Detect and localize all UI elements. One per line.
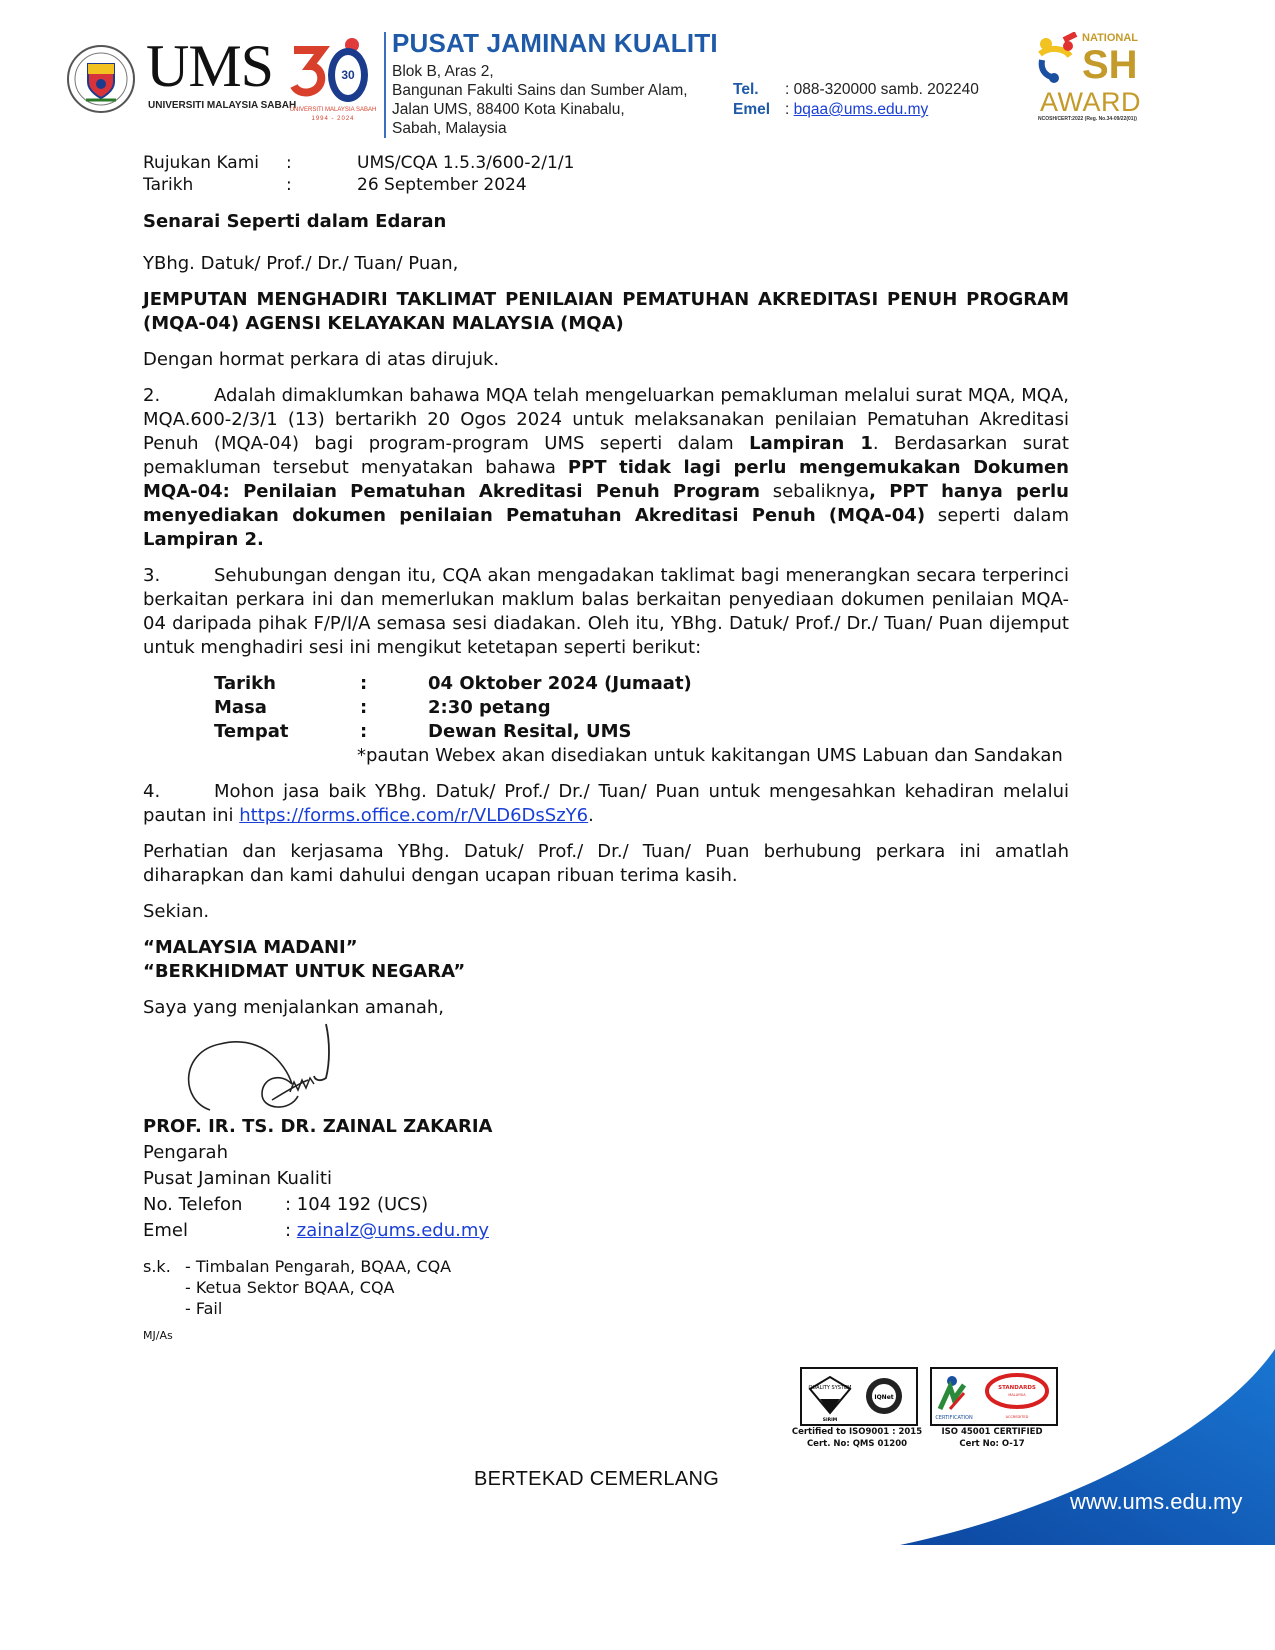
- anniversary-logo: [288, 36, 378, 132]
- paragraph-number: 2.: [143, 385, 161, 406]
- schedule-separator: :: [360, 673, 368, 694]
- cert-logo-text: MALAYSIA: [1008, 1393, 1026, 1397]
- schedule-value: Dewan Resital, UMS: [428, 721, 632, 742]
- paragraph-text: seperti dalam: [925, 505, 1069, 526]
- signatory-department: Pusat Jaminan Kualiti: [143, 1168, 332, 1189]
- osh-award-logo: [1036, 32, 1166, 123]
- cert-logo-text: IQNet: [874, 1394, 894, 1401]
- paragraph-text: . Berdasarkan surat pemakluman tersebut menyatakan bahawa: [143, 433, 1069, 478]
- iso45001-cert-logo: [930, 1367, 1058, 1426]
- sign-off: Saya yang menjalankan amanah,: [143, 997, 445, 1018]
- anniversary-logo-text: 30: [341, 68, 355, 82]
- paragraph-bold: , PPT hanya perlu menyediakan dokumen penilaian Pematuhan Akreditasi Penuh (MQA-04): [143, 481, 1069, 526]
- paragraph-bold: PPT tidak lagi perlu mengemukakan Dokumen MQA-04: Penilaian Pematuhan Akreditasi Penuh Program: [143, 457, 1069, 502]
- signatory-position: Pengarah: [143, 1142, 228, 1163]
- standards-malaysia-icon: [932, 1369, 1056, 1424]
- paragraph-2: [143, 384, 1069, 552]
- date-separator: :: [286, 175, 292, 195]
- cert-caption-line: Certified to ISO9001 : 2015: [791, 1427, 923, 1437]
- osh-main-text: SH: [1082, 43, 1138, 87]
- signatory-email-label: Emel: [143, 1220, 188, 1241]
- schedule-note: *pautan Webex akan disediakan untuk kakitangan UMS Labuan dan Sandakan: [357, 745, 1063, 766]
- schedule-value: 04 Oktober 2024 (Jumaat): [428, 673, 692, 694]
- signatory-name: PROF. IR. TS. DR. ZAINAL ZAKARIA: [143, 1116, 493, 1137]
- cc-item: - Fail: [185, 1299, 223, 1318]
- schedule-label: Tarikh: [214, 673, 276, 694]
- recipient-line: Senarai Seperti dalam Edaran: [143, 211, 447, 232]
- schedule-row: [214, 696, 1069, 720]
- department-title: PUSAT JAMINAN KUALITI: [392, 28, 718, 58]
- signature-area: [143, 1022, 1069, 1114]
- anniversary-caption: UNIVERSITI MALAYSIA SABAH: [289, 107, 377, 113]
- schedule-label: Tempat: [214, 721, 289, 742]
- paragraph-4: [143, 780, 1069, 828]
- schedule-label: Masa: [214, 697, 267, 718]
- phone-value: : 104 192 (UCS): [285, 1194, 429, 1215]
- footer-swoosh-graphic: [0, 1349, 1275, 1549]
- rsvp-form-link[interactable]: https://forms.office.com/r/VLD6DsSzY6: [239, 805, 589, 826]
- address-line: Jalan UMS, 88400 Kota Kinabalu,: [392, 101, 625, 118]
- university-crest-icon: [66, 44, 136, 114]
- email-separator: :: [285, 1220, 297, 1241]
- cert-logo-text: CERTIFICATION: [935, 1415, 973, 1421]
- paragraph-number: 3.: [143, 565, 161, 586]
- website-link[interactable]: www.ums.edu.my: [1070, 1489, 1243, 1514]
- ref-label: Rujukan Kami: [143, 153, 260, 173]
- schedule-table: [214, 672, 1069, 744]
- schedule-separator: :: [360, 697, 368, 718]
- paragraph-number: 4.: [143, 781, 161, 802]
- schedule-value: 2:30 petang: [428, 697, 551, 718]
- paragraph-text: sebaliknya: [760, 481, 870, 502]
- address-line: Blok B, Aras 2,: [392, 63, 494, 80]
- cc-item: - Ketua Sektor BQAA, CQA: [185, 1278, 395, 1297]
- iso9001-caption: [782, 1426, 932, 1450]
- department-email-link[interactable]: bqaa@ums.edu.my: [793, 101, 929, 118]
- letter-body: [143, 150, 1069, 1343]
- paragraph-text: Sehubungan dengan itu, CQA akan mengadakan taklimat bagi menerangkan secara terperinci berkaitan perkara ini dan memerlukan maklum balas berkaitan penyediaan dokumen penilaian MQA-04 daripada pihak F/P/I/A semasa sesi diadakan. Oleh itu, YBhg. Datuk/ Prof./ Dr./ Tuan/ Puan dijemput untuk menghadiri sesi ini mengikut ketetapan seperti berikut:: [143, 565, 1069, 658]
- email-separator: :: [785, 101, 794, 118]
- handwritten-signature: [180, 1022, 340, 1114]
- tel-label: Tel.: [733, 81, 759, 98]
- initials: MJ/As: [143, 1329, 173, 1342]
- tel-value: : 088-320000 samb. 202240: [785, 81, 979, 98]
- osh-figures-icon: [1036, 32, 1080, 84]
- reference-block: [143, 152, 1069, 196]
- cc-block: [143, 1256, 1069, 1319]
- sirim-iqnet-icon: [802, 1369, 916, 1424]
- cert-caption-line: Cert. No: QMS 01200: [806, 1439, 908, 1449]
- paragraph-text: Adalah dimaklumkan bahawa MQA telah mengeluarkan pemakluman melalui surat MQA, MQA, MQA.600-2/3/1 (13) bertarikh 20 Ogos 2024 untuk melaksanakan penilaian Pematuhan Akreditasi Penuh (MQA-04) bagi program-program UMS seperti dalam: [143, 385, 1069, 454]
- letter-subject: JEMPUTAN MENGHADIRI TAKLIMAT PENILAIAN PEMATUHAN AKREDITASI PENUH PROGRAM (MQA-04) AGENSI KELAYAKAN MALAYSIA (MQA): [143, 289, 1069, 334]
- signatory-block: [143, 1114, 1069, 1244]
- cert-caption-line: Cert No: O-17: [959, 1439, 1025, 1449]
- osh-national-text: NATIONAL: [1082, 32, 1139, 44]
- schedule-separator: :: [360, 721, 368, 742]
- schedule-row: [214, 672, 1069, 696]
- paragraph-bold: Lampiran 1: [749, 433, 873, 454]
- department-address: [392, 62, 688, 138]
- osh-award-text: AWARD: [1040, 87, 1141, 117]
- paragraph-text: .: [588, 805, 594, 826]
- paragraph-3: [143, 564, 1069, 660]
- ums-logo-text: UMS: [146, 33, 274, 99]
- cc-label: s.k.: [143, 1257, 171, 1276]
- address-line: Sabah, Malaysia: [392, 120, 507, 137]
- osh-reg-text: NCOSH/CERT:2022 (Reg. No.34-09/22(01)): [1038, 116, 1137, 122]
- motto-line: “MALAYSIA MADANI”: [143, 937, 358, 958]
- address-line: Bangunan Fakulti Sains dan Sumber Alam,: [392, 82, 688, 99]
- cert-logo-text: ACCREDITED: [1005, 1415, 1029, 1419]
- date-value: 26 September 2024: [357, 175, 527, 195]
- iso9001-cert-logo: [800, 1367, 918, 1426]
- closing-paragraph: Perhatian dan kerjasama YBhg. Datuk/ Prof./ Dr./ Tuan/ Puan berhubung perkara ini amatlah diharapkan dan kami dahului dengan ucapan ribuan terima kasih.: [143, 841, 1069, 886]
- email-label: Emel: [733, 101, 771, 118]
- iso45001-caption: [917, 1426, 1067, 1450]
- cert-logo-text: QUALITY SYSTEM: [808, 1385, 852, 1391]
- motto-line: “BERKHIDMAT UNTUK NEGARA”: [143, 961, 466, 982]
- paragraph-bold: Lampiran 2.: [143, 529, 264, 550]
- footer-motto: BERTEKAD CEMERLANG: [474, 1468, 720, 1490]
- salutation: YBhg. Datuk/ Prof./ Dr./ Tuan/ Puan,: [143, 253, 459, 274]
- footer: [0, 1349, 1275, 1549]
- cert-caption-line: ISO 45001 CERTIFIED: [941, 1427, 1043, 1437]
- department-contact: [733, 80, 979, 120]
- ref-separator: :: [286, 153, 292, 173]
- date-label: Tarikh: [143, 175, 194, 195]
- motto-block: [143, 936, 1069, 984]
- opening-line: Dengan hormat perkara di atas dirujuk.: [143, 349, 500, 370]
- letterhead-divider: [384, 32, 386, 138]
- paragraph-text: Mohon jasa baik YBhg. Datuk/ Prof./ Dr./ Tuan/ Puan untuk mengesahkan kehadiran melalui pautan ini: [143, 781, 1069, 826]
- schedule-row: [214, 720, 1069, 744]
- cert-logo-text: SIRIM: [822, 1418, 838, 1423]
- phone-label: No. Telefon: [143, 1194, 243, 1215]
- cc-item: - Timbalan Pengarah, BQAA, CQA: [185, 1257, 452, 1276]
- anniversary-years: 1994 - 2024: [311, 116, 355, 122]
- ref-value: UMS/CQA 1.5.3/600-2/1/1: [357, 153, 575, 173]
- cert-logo-text: STANDARDS: [998, 1385, 1036, 1391]
- sekian-line: Sekian.: [143, 901, 210, 922]
- signatory-email-link[interactable]: zainalz@ums.edu.my: [296, 1220, 490, 1241]
- university-name: UNIVERSITI MALAYSIA SABAH: [148, 100, 297, 111]
- letterhead: [0, 0, 1275, 150]
